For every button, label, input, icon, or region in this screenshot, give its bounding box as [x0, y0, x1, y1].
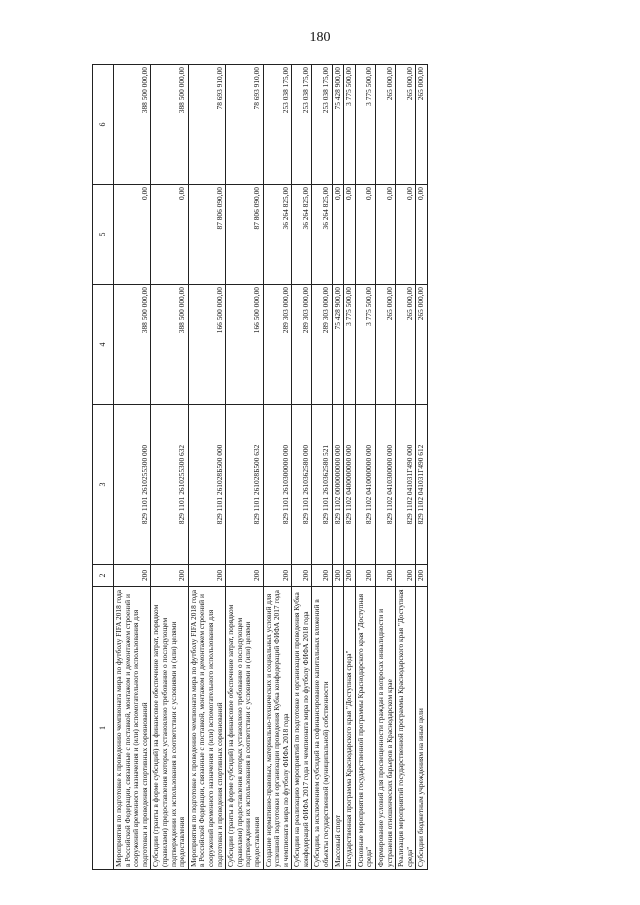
amount-col6: 253 038 175,00	[312, 65, 332, 185]
table-row	[312, 65, 332, 870]
amount-col4: 3 775 500,00	[355, 285, 375, 405]
budget-code: 829 1101 2610300000 000	[263, 405, 292, 565]
amount-col5: 0,00	[396, 185, 416, 285]
amount-col6: 388 500 000,00	[114, 65, 151, 185]
amount-col4: 166 500 000,00	[188, 285, 225, 405]
table-row	[344, 65, 356, 870]
item-code: 200	[332, 565, 344, 587]
rotated-table-container	[92, 65, 544, 870]
item-name: Основные мероприятия государственной программы Краснодарского края "Доступная среда"	[355, 587, 375, 870]
amount-col5: 36 264 825,00	[263, 185, 292, 285]
budget-code: 829 1101 261028Б500 000	[188, 405, 225, 565]
column-header: 5	[93, 185, 114, 285]
item-name: Государственная программа Краснодарского края "Доступная среда"	[344, 587, 356, 870]
amount-col4: 289 303 000,00	[263, 285, 292, 405]
item-code: 200	[188, 565, 225, 587]
amount-col5: 0,00	[355, 185, 375, 285]
column-header: 3	[93, 405, 114, 565]
item-code: 200	[416, 565, 428, 587]
amount-col5: 0,00	[332, 185, 344, 285]
amount-col4: 289 303 000,00	[292, 285, 312, 405]
amount-col6: 78 693 910,00	[226, 65, 263, 185]
budget-code: 829 1102 0000000000 000	[332, 405, 344, 565]
column-header: 4	[93, 285, 114, 405]
column-header: 6	[93, 65, 114, 185]
amount-col5: 0,00	[416, 185, 428, 285]
item-code: 200	[312, 565, 332, 587]
item-name: Субсидии на реализацию мероприятий по подготовке и организации проведения Кубка конфедераций ФИФА 2017 года и чемпионата мира по футболу ФИФА 2018 года	[292, 587, 312, 870]
item-name: Субсидии, за исключением субсидий на софинансирование капитальных вложений в объекты государственной (муниципальной) собственности	[312, 587, 332, 870]
item-code: 200	[355, 565, 375, 587]
amount-col5: 0,00	[151, 185, 188, 285]
amount-col4: 166 500 000,00	[226, 285, 263, 405]
table-row	[292, 65, 312, 870]
amount-col4: 289 303 000,00	[312, 285, 332, 405]
table-row	[263, 65, 292, 870]
item-code: 200	[226, 565, 263, 587]
budget-code: 829 1102 0410300000 000	[376, 405, 396, 565]
amount-col6: 265 000,00	[376, 65, 396, 185]
budget-code: 829 1101 2610362580 521	[312, 405, 332, 565]
amount-col4: 388 500 000,00	[114, 285, 151, 405]
budget-code: 829 1101 261028Б500 632	[226, 405, 263, 565]
item-name: Мероприятия по подготовке к проведению чемпионата мира по футболу FIFA 2018 года в Российской Федерации, связанные с поставкой, монтажом и демонтажем строений и сооружений временного назначения и (или) вспомогательного использования для подготовки и проведения спортивных соревнований	[114, 587, 151, 870]
budget-code: 829 1101 2610255300 000	[114, 405, 151, 565]
table-row	[376, 65, 396, 870]
column-header: 1	[93, 587, 114, 870]
amount-col5: 0,00	[114, 185, 151, 285]
item-name: Реализация мероприятий государственной программы Краснодарского края "Доступная среда"	[396, 587, 416, 870]
amount-col4: 265 000,00	[396, 285, 416, 405]
column-header: 2	[93, 565, 114, 587]
item-code: 200	[292, 565, 312, 587]
table-row	[226, 65, 263, 870]
budget-code: 829 1102 041031Г490 000	[396, 405, 416, 565]
item-code: 200	[114, 565, 151, 587]
amount-col6: 253 038 175,00	[292, 65, 312, 185]
item-code: 200	[263, 565, 292, 587]
amount-col4: 75 428 900,00	[332, 285, 344, 405]
table-row	[151, 65, 188, 870]
amount-col5: 0,00	[344, 185, 356, 285]
amount-col4: 388 500 000,00	[151, 285, 188, 405]
amount-col6: 388 500 000,00	[151, 65, 188, 185]
amount-col5: 87 806 090,00	[188, 185, 225, 285]
page-number: 180	[309, 30, 331, 45]
item-name: Массовый спорт	[332, 587, 344, 870]
amount-col6: 3 775 500,00	[344, 65, 356, 185]
amount-col6: 265 000,00	[416, 65, 428, 185]
amount-col4: 3 775 500,00	[344, 285, 356, 405]
amount-col6: 78 693 910,00	[188, 65, 225, 185]
budget-code: 829 1102 041031Г490 612	[416, 405, 428, 565]
table-row	[396, 65, 416, 870]
amount-col5: 36 264 825,00	[312, 185, 332, 285]
amount-col5: 0,00	[376, 185, 396, 285]
table-row	[355, 65, 375, 870]
amount-col4: 265 000,00	[416, 285, 428, 405]
budget-code: 829 1102 0410000000 000	[355, 405, 375, 565]
item-code: 200	[396, 565, 416, 587]
item-code: 200	[151, 565, 188, 587]
amount-col5: 36 264 825,00	[292, 185, 312, 285]
amount-col6: 3 775 500,00	[355, 65, 375, 185]
table-row	[188, 65, 225, 870]
budget-code: 829 1101 2610362580 000	[292, 405, 312, 565]
amount-col6: 253 038 175,00	[263, 65, 292, 185]
budget-table	[92, 64, 428, 870]
item-name: Субсидии (гранты в форме субсидий) на финансовое обеспечение затрат, порядком (правилами) предоставления которых установлено требование о последующем подтверждении их использования в соответствии с условиями и (или) целями предоставления	[151, 587, 188, 870]
amount-col6: 265 000,00	[396, 65, 416, 185]
item-name: Мероприятия по подготовке к проведению чемпионата мира по футболу FIFA 2018 года в Российской Федерации, связанные с поставкой, монтажом и демонтажем строений и сооружений временного назначения и (или) вспомогательного использования для подготовки и проведения спортивных соревнований	[188, 587, 225, 870]
table-row	[114, 65, 151, 870]
budget-code: 829 1101 2610255300 632	[151, 405, 188, 565]
item-name: Создание нормативно-правовых, материально-технических и социальных условий для успешной подготовки и организации проведения Кубка конфедераций ФИФА 2017 года и чемпионата мира по футболу ФИФА 2018 года	[263, 587, 292, 870]
amount-col4: 265 000,00	[376, 285, 396, 405]
item-code: 200	[376, 565, 396, 587]
table-row	[332, 65, 344, 870]
amount-col5: 87 806 090,00	[226, 185, 263, 285]
table-row	[416, 65, 428, 870]
item-name: Субсидии бюджетным учреждениям на иные цели	[416, 587, 428, 870]
header-row	[93, 65, 114, 870]
item-code: 200	[344, 565, 356, 587]
budget-code: 829 1102 0400000000 000	[344, 405, 356, 565]
amount-col6: 75 428 900,00	[332, 65, 344, 185]
item-name: Субсидии (гранты в форме субсидий) на финансовое обеспечение затрат, порядком (правилами) предоставления которых установлено требование о последующем подтверждении их использования в соответствии с условиями и (или) целями предоставления	[226, 587, 263, 870]
item-name: Формирование условий для просвещенности граждан в вопросах инвалидности и устранения отношенческих барьеров в Краснодарском крае	[376, 587, 396, 870]
